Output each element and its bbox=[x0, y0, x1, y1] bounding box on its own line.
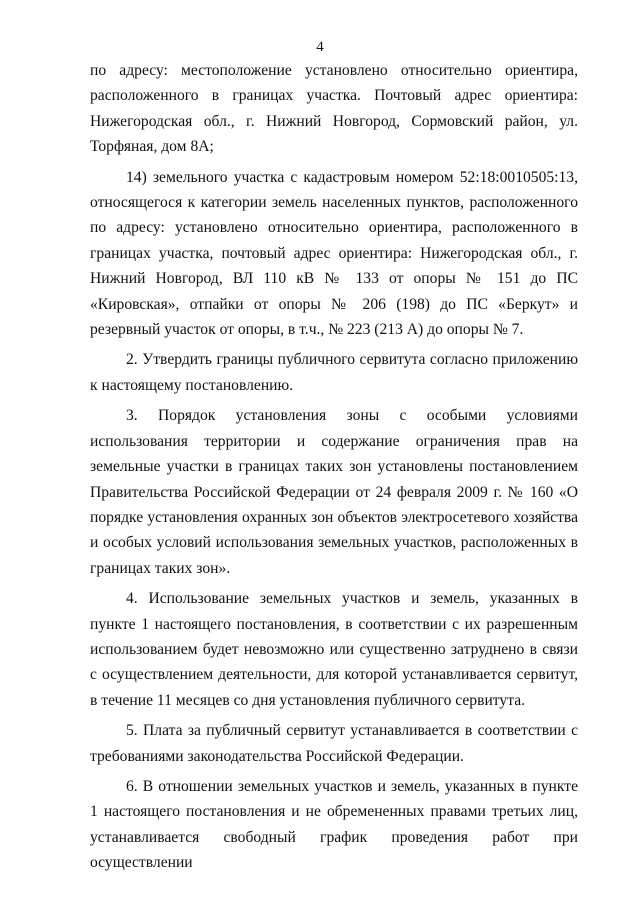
paragraph-clause-2: 2. Утвердить границы публичного сервитута согласно приложению к настоящему постановлению. bbox=[90, 351, 578, 394]
paragraph-address-continuation: по адресу: местоположение установлено относительно ориентира, расположенного в границах участка. Почтовый адрес ориентира: Нижегородская обл., г. Нижний Новгород, Сормовский район, ул. Торфяная, дом 8А; bbox=[90, 62, 578, 156]
paragraph-clause-4: 4. Использование земельных участков и земель, указанных в пункте 1 настоящего постановления, в соответствии с их разрешенным использованием будет невозможно или существенно затруднено в связи с осуществлением деятельности, для которой устанавливается сервитут, в течение 11 месяцев со дня установления публичного сервитута. bbox=[90, 590, 578, 709]
paragraph-item-14: 14) земельного участка с кадастровым номером 52:18:0010505:13, относящегося к категории земель населенных пунктов, расположенного по адресу: установлено относительно ориентира, расположенного в границах участка, почтовый адрес ориентира: Нижегородская обл., г. Нижний Новгород, ВЛ 110 кВ № 133 от опоры № 151 до ПС «Кировская», отпайки от опоры № 206 (198) до ПС «Беркут» и резервный участок от опоры, в т.ч., № 223 (213 А) до опоры № 7. bbox=[90, 168, 578, 339]
page-number: 4 bbox=[316, 39, 324, 55]
document-body bbox=[90, 58, 578, 876]
paragraph-clause-6: 6. В отношении земельных участков и земель, указанных в пункте 1 настоящего постановления и не обремененных правами третьих лиц, устанавливается свободный график проведения работ при осуществлении bbox=[90, 777, 578, 872]
paragraph-clause-3: 3. Порядок установления зоны с особыми условиями использования территории и содержание ограничения прав на земельные участки в границах таких зон установлены постановлением Правительства Российской Федерации от 24 февраля 2009 г. № 160 «О порядке установления охранных зон объектов электросетевого хозяйства и особых условий использования земельных участков, расположенных в границах таких зон». bbox=[90, 407, 578, 577]
paragraph-clause-5: 5. Плата за публичный сервитут устанавливается в соответствии с требованиями законодательства Российской Федерации. bbox=[90, 722, 578, 765]
